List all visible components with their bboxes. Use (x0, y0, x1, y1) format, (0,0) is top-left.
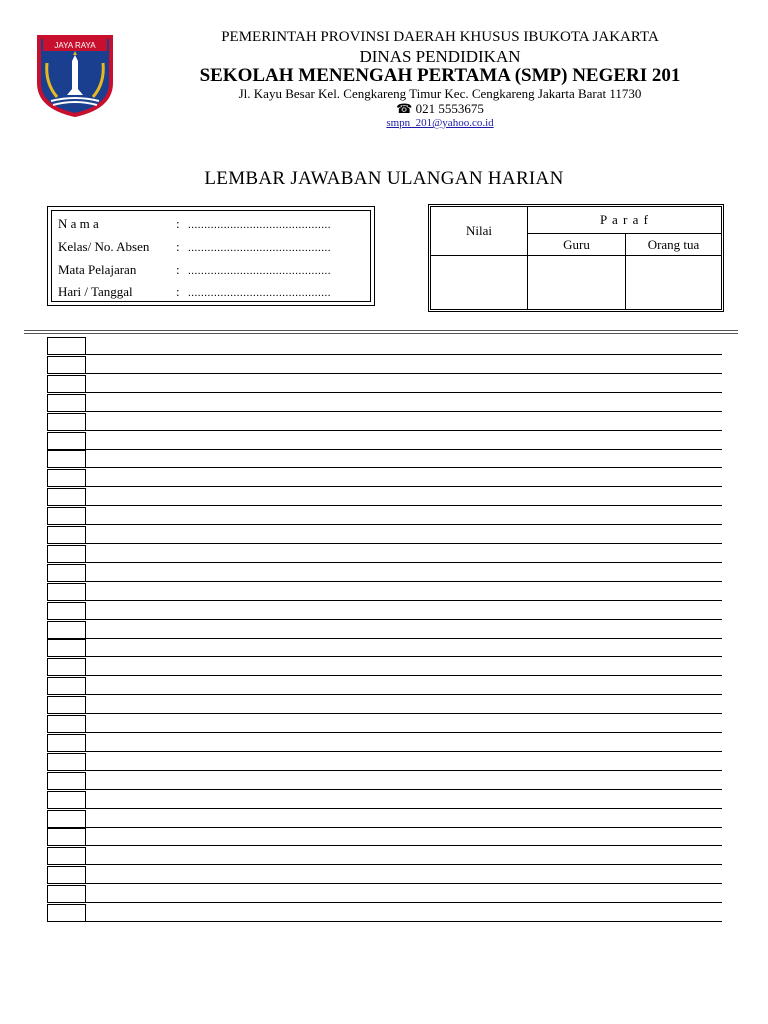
header-address: Jl. Kayu Besar Kel. Cengkareng Timur Kec. Cengkareng Jakarta Barat 11730 (238, 86, 642, 101)
answer-line[interactable] (48, 713, 722, 714)
identity-row-class[interactable] (58, 239, 331, 255)
identity-row-date[interactable] (58, 284, 331, 300)
answer-line[interactable] (48, 449, 722, 450)
answer-number-box[interactable] (47, 715, 86, 733)
answer-line[interactable] (48, 656, 722, 657)
answer-line[interactable] (48, 562, 722, 563)
answer-line[interactable] (48, 921, 722, 922)
separator-rule (24, 333, 738, 334)
answer-number-box[interactable] (47, 375, 86, 393)
answer-line[interactable] (48, 902, 722, 903)
answer-number-box[interactable] (47, 791, 86, 809)
identity-blank[interactable]: ............................................ (188, 219, 331, 231)
identity-row-name[interactable] (58, 216, 331, 232)
answer-line[interactable] (48, 864, 722, 865)
logo-motto: JAYA RAYA (54, 41, 96, 50)
identity-row-subject[interactable] (58, 262, 331, 278)
grade-orangtua-cell[interactable] (626, 256, 722, 310)
answer-line[interactable] (48, 354, 722, 355)
separator-rule (24, 330, 738, 331)
answer-number-box[interactable] (47, 772, 86, 790)
identity-label: Hari / Tanggal (58, 284, 133, 299)
answer-line[interactable] (48, 543, 722, 544)
identity-blank[interactable]: ............................................ (188, 242, 331, 254)
answer-number-box[interactable] (47, 847, 86, 865)
answer-line[interactable] (48, 505, 722, 506)
grade-guru-cell[interactable] (528, 256, 626, 310)
answer-number-box[interactable] (47, 658, 86, 676)
identity-colon: : (176, 262, 180, 277)
answer-number-box[interactable] (47, 734, 86, 752)
answer-number-box[interactable] (47, 432, 86, 450)
phone-icon: ☎ (396, 101, 413, 116)
answer-line[interactable] (48, 467, 722, 468)
answer-number-box[interactable] (47, 696, 86, 714)
answer-number-box[interactable] (47, 469, 86, 487)
header-department: DINAS PENDIDIKAN (359, 47, 521, 66)
answer-number-box[interactable] (47, 413, 86, 431)
answer-line[interactable] (48, 486, 722, 487)
identity-blank[interactable]: ............................................ (188, 287, 331, 299)
identity-colon: : (176, 284, 180, 299)
header-government: PEMERINTAH PROVINSI DAERAH KHUSUS IBUKOTA JAKARTA (221, 29, 659, 45)
identity-label: Mata Pelajaran (58, 262, 137, 277)
jakarta-emblem-icon (31, 33, 119, 117)
answer-number-box[interactable] (47, 602, 86, 620)
grade-orangtua-header: Orang tua (626, 234, 722, 256)
answer-line[interactable] (48, 600, 722, 601)
answer-line[interactable] (48, 675, 722, 676)
answer-number-box[interactable] (47, 810, 86, 828)
answer-number-box[interactable] (47, 904, 86, 922)
header-email[interactable]: smpn_201@yahoo.co.id (386, 117, 494, 129)
answer-number-box[interactable] (47, 677, 86, 695)
answer-line[interactable] (48, 392, 722, 393)
answer-number-box[interactable] (47, 753, 86, 771)
answer-number-box[interactable] (47, 639, 86, 657)
answer-number-box[interactable] (47, 488, 86, 506)
grade-paraf-header: P a r a f (528, 207, 722, 234)
answer-line[interactable] (48, 430, 722, 431)
answer-line[interactable] (48, 732, 722, 733)
answer-line[interactable] (48, 789, 722, 790)
school-logo (31, 33, 119, 117)
answer-line[interactable] (48, 827, 722, 828)
answer-line[interactable] (48, 638, 722, 639)
answer-line[interactable] (48, 373, 722, 374)
grade-nilai-cell[interactable] (431, 256, 528, 310)
header-phone-line (120, 101, 760, 117)
answer-number-box[interactable] (47, 583, 86, 601)
answer-number-box[interactable] (47, 564, 86, 582)
grade-table (430, 206, 722, 310)
identity-label: Kelas/ No. Absen (58, 239, 150, 254)
identity-colon: : (176, 239, 180, 254)
identity-label: N a m a (58, 216, 99, 231)
grade-guru-header: Guru (528, 234, 626, 256)
answer-number-box[interactable] (47, 621, 86, 639)
header-school-name: SEKOLAH MENENGAH PERTAMA (SMP) NEGERI 201 (199, 65, 681, 86)
answer-line[interactable] (48, 524, 722, 525)
answer-line[interactable] (48, 619, 722, 620)
answer-line[interactable] (48, 411, 722, 412)
answer-line[interactable] (48, 770, 722, 771)
answer-number-box[interactable] (47, 526, 86, 544)
answer-number-box[interactable] (47, 885, 86, 903)
answer-number-box[interactable] (47, 545, 86, 563)
answer-number-box[interactable] (47, 337, 86, 355)
header-phone: 021 5553675 (415, 101, 484, 116)
answer-number-box[interactable] (47, 828, 86, 846)
answer-line[interactable] (48, 694, 722, 695)
answer-number-box[interactable] (47, 450, 86, 468)
answer-line[interactable] (48, 883, 722, 884)
grade-box (430, 206, 722, 310)
identity-colon: : (176, 216, 180, 231)
answer-line[interactable] (48, 751, 722, 752)
answer-line[interactable] (48, 581, 722, 582)
grade-nilai-header: Nilai (431, 207, 528, 256)
answer-number-box[interactable] (47, 356, 86, 374)
answer-number-box[interactable] (47, 507, 86, 525)
identity-blank[interactable]: ............................................ (188, 265, 331, 277)
answer-line[interactable] (48, 845, 722, 846)
answer-number-box[interactable] (47, 866, 86, 884)
page-title: LEMBAR JAWABAN ULANGAN HARIAN (204, 168, 564, 189)
answer-line[interactable] (48, 808, 722, 809)
answer-number-box[interactable] (47, 394, 86, 412)
